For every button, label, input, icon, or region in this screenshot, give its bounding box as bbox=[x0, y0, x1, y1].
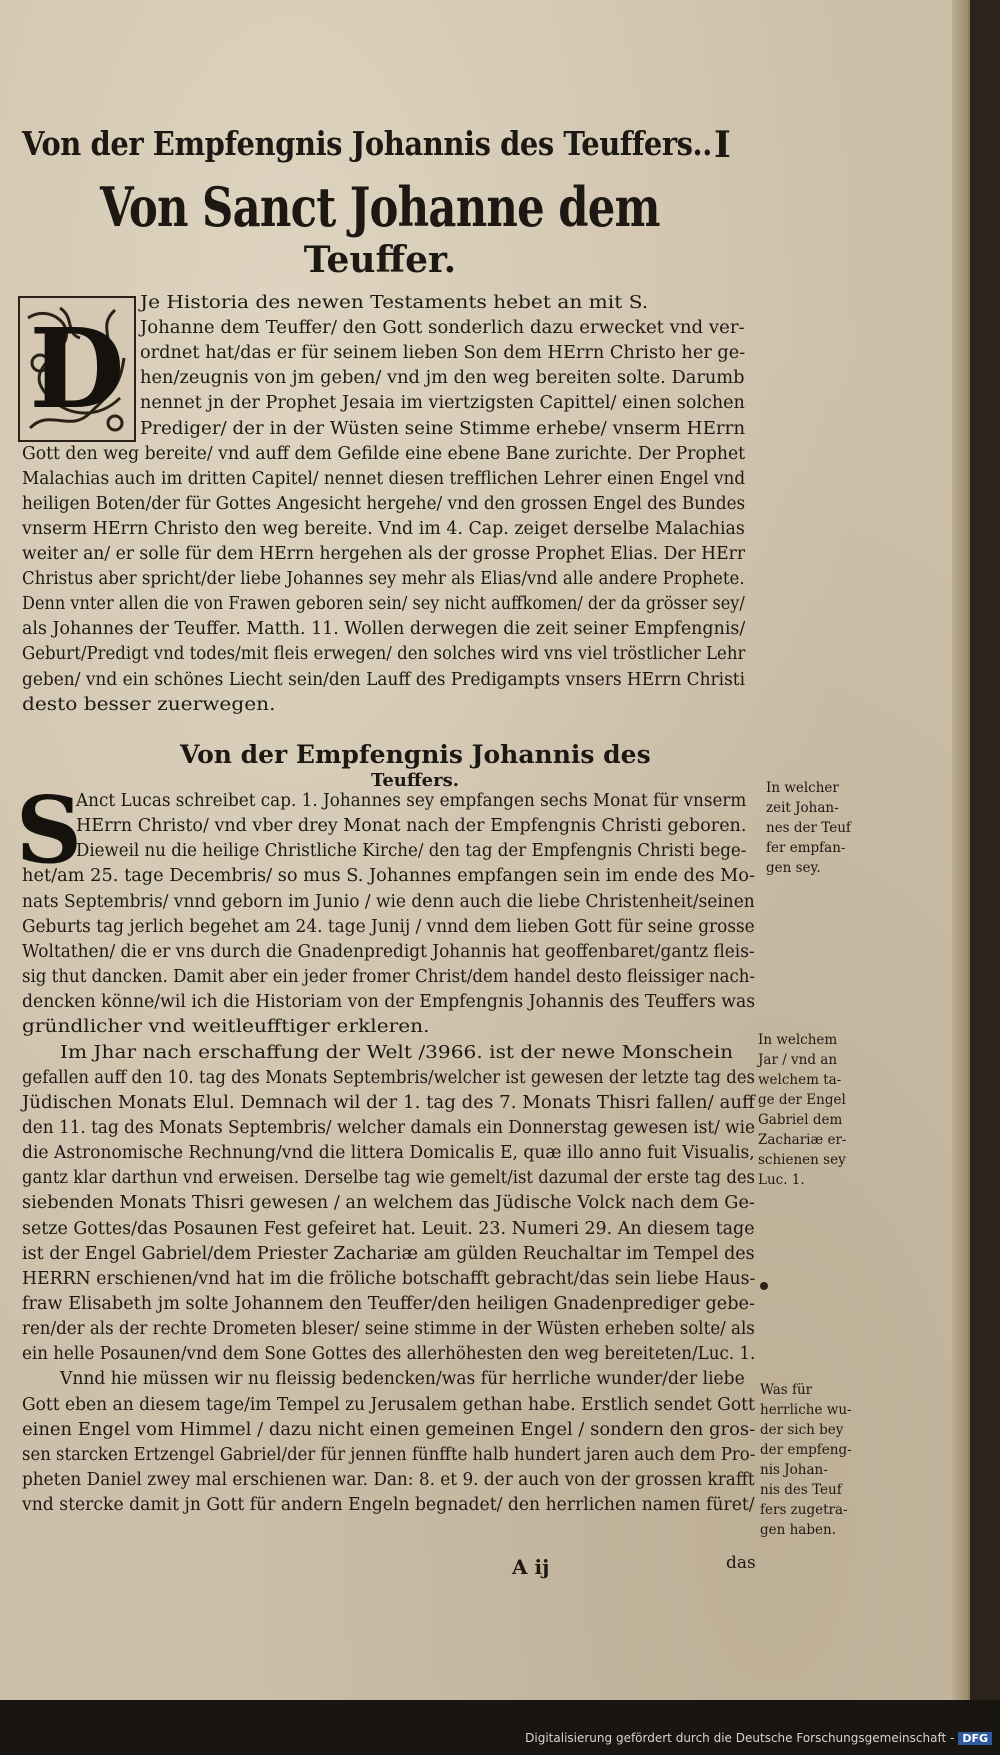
text-line: geben/ vnd ein schönes Liecht sein/den Lauff des Predigampts vnsers HErrn Christi bbox=[22, 669, 746, 690]
marginal-note-line: herrliche wu- bbox=[760, 1402, 852, 1418]
marginal-note-line: Luc. 1. bbox=[758, 1172, 805, 1188]
text-line: Denn vnter allen die von Frawen geboren sein/ sey nicht auffkomen/ der da grösser sey/ bbox=[22, 594, 745, 615]
text-line: Christus aber spricht/der liebe Johannes sey mehr als Elias/vnd alle andere Prophete. bbox=[22, 569, 745, 590]
text-line: Prediger/ der in der Wüsten seine Stimme erhebe/ vnserm HErrn bbox=[140, 418, 746, 439]
marginal-note-line: zeit Johan- bbox=[766, 800, 839, 816]
marginal-note-line: gen haben. bbox=[760, 1522, 836, 1538]
section-heading: Von der Empfengnis Johannis des bbox=[180, 740, 651, 769]
marginal-note-line: Was für bbox=[760, 1382, 813, 1398]
marginal-note-line: fer empfan- bbox=[766, 840, 846, 856]
text-line: siebenden Monats Thisri gewesen / an welchem das Jüdische Volck nach dem Ge- bbox=[22, 1193, 755, 1214]
marginal-note-line: welchem ta- bbox=[758, 1072, 842, 1088]
text-line: desto besser zuerwegen. bbox=[22, 694, 276, 715]
marginal-note-2 bbox=[758, 1030, 847, 1190]
text-line: HERRN erschienen/vnd hat im die fröliche botschafft gebracht/das sein liebe Haus- bbox=[22, 1268, 756, 1289]
text-line: het/am 25. tage Decembris/ so mus S. Johannes empfangen sein im ende des Mo- bbox=[22, 866, 756, 887]
text-line: Geburt/Predigt vnd todes/mit fleis erwegen/ den solches wird vns viel tröstlicher Lehr bbox=[22, 644, 746, 665]
section-heading-line2: Teuffers. bbox=[371, 770, 459, 791]
marginal-note-line: nes der Teuf bbox=[766, 820, 851, 836]
scan-footer bbox=[0, 1700, 1000, 1755]
text-line: Dieweil nu die heilige Christliche Kirche/ den tag der Empfengnis Christi bege- bbox=[76, 841, 747, 862]
text-line: dencken könne/wil ich die Historiam von der Empfengnis Johannis des Teuffers was bbox=[22, 992, 756, 1013]
ink-dot bbox=[760, 1282, 768, 1290]
text-line: sig thut dancken. Damit aber ein jeder fromer Christ/dem handel desto fleissiger nach- bbox=[22, 967, 756, 988]
text-line: den 11. tag des Monats Septembris/ welcher damals ein Donnerstag gewesen ist/ wie bbox=[22, 1117, 755, 1138]
text-line: Woltathen/ die er vns durch die Gnadenpredigt Johannis hat geoffenbaret/gantz fleis- bbox=[22, 941, 755, 962]
marginal-note-line: In welcher bbox=[766, 780, 839, 796]
credit-text: Digitalisierung gefördert durch die Deutsche Forschungsgemeinschaft - bbox=[525, 1731, 955, 1745]
marginal-note-line: gen sey. bbox=[766, 860, 821, 876]
text-line: Vnnd hie müssen wir nu fleissig bedencken/was für herrliche wunder/der liebe bbox=[60, 1369, 745, 1390]
digitization-credit bbox=[525, 1731, 992, 1745]
text-line: setze Gottes/das Posaunen Fest gefeiret hat. Leuit. 23. Numeri 29. An diesem tage bbox=[22, 1218, 755, 1239]
text-line: ordnet hat/das er für seinem lieben Son dem HErrn Christo her ge- bbox=[140, 343, 746, 364]
text-line: hen/zeugnis von jm geben/ vnd jm den weg bereiten solte. Darumb bbox=[140, 368, 745, 389]
running-head: Von der Empfengnis Johannis des Teuffers.. bbox=[22, 124, 712, 163]
marginal-note-3 bbox=[760, 1380, 852, 1540]
marginal-note-line: schienen sey bbox=[758, 1152, 846, 1168]
marginal-note-line: nis Johan- bbox=[760, 1462, 828, 1478]
text-line: einen Engel vom Himmel / dazu nicht einen gemeinen Engel / sondern den gros- bbox=[22, 1419, 756, 1440]
text-line: ist der Engel Gabriel/dem Priester Zachariæ am gülden Reuchaltar im Tempel des bbox=[22, 1243, 755, 1264]
text-line: gefallen auff den 10. tag des Monats Septembris/welcher ist gewesen der letzte tag des bbox=[22, 1067, 755, 1088]
text-line: Anct Lucas schreibet cap. 1. Johannes sey empfangen sechs Monat für vnserm bbox=[76, 791, 747, 811]
marginal-note-line: nis des Teuf bbox=[760, 1482, 842, 1498]
text-line: heiligen Boten/der für Gottes Angesicht hergehe/ vnd den grossen Engel des Bundes bbox=[22, 493, 746, 514]
text-line: pheten Daniel zwey mal erschienen war. Dan: 8. et 9. der auch von der grossen krafft bbox=[22, 1470, 755, 1491]
marginal-note-line: Gabriel dem bbox=[758, 1112, 843, 1128]
text-line: ein helle Posaunen/vnd dem Sone Gottes des allerhöhesten den weg bereiteten/Luc. 1. bbox=[22, 1344, 756, 1365]
chapter-title: Von Sanct Johanne dem bbox=[100, 175, 660, 239]
marginal-note-line: der sich bey bbox=[760, 1422, 844, 1438]
text-line: die Astronomische Rechnung/vnd die littera Domicalis E, quæ illo anno fuit Visualis, bbox=[22, 1143, 755, 1164]
text-line: fraw Elisabeth jm solte Johannem den Teuffer/den heiligen Gnadenprediger gebe- bbox=[22, 1294, 755, 1314]
dfg-logo: DFG bbox=[958, 1732, 992, 1745]
text-line: Je Historia des newen Testaments hebet an mit S. bbox=[140, 293, 649, 313]
marginal-note-line: In welchem bbox=[758, 1032, 838, 1048]
text-line: weiter an/ er solle für dem HErrn hergehen als der grosse Prophet Elias. Der HErr bbox=[22, 544, 746, 564]
text-line: vnd stercke damit jn Gott für andern Engeln begnadet/ den herrlichen namen füret/ bbox=[22, 1495, 755, 1516]
text-line: nennet jn der Prophet Jesaia im viertzigsten Capittel/ einen solchen bbox=[140, 393, 745, 414]
marginal-note-1 bbox=[766, 778, 851, 878]
text-line: gantz klar darthun vnd erweisen. Derselbe tag wie gemelt/ist dazumal der erste tag des bbox=[22, 1168, 755, 1189]
dropcap-letter-s: S bbox=[15, 776, 83, 884]
chapter-title-line2: Teuffer. bbox=[303, 239, 457, 281]
text-line: vnserm HErrn Christo den weg bereite. Vnd im 4. Cap. zeiget derselbe Malachias bbox=[22, 518, 745, 539]
text-line: Geburts tag jerlich begehet am 24. tage Junij / vnnd dem lieben Gott für seine grosse bbox=[22, 916, 755, 937]
text-line: sen starcken Ertzengel Gabriel/der für jennen fünffte halb hundert jaren auch dem Pro- bbox=[22, 1444, 756, 1465]
text-line: als Johannes der Teuffer. Matth. 11. Wollen derwegen die zeit seiner Empfengnis/ bbox=[22, 619, 746, 640]
text-line: HErrn Christo/ vnd vber drey Monat nach der Empfengnis Christi geboren. bbox=[76, 816, 747, 837]
text-line: Gott eben an diesem tage/im Tempel zu Jerusalem gethan habe. Erstlich sendet Gott bbox=[22, 1394, 755, 1415]
ornamental-initial-d bbox=[18, 296, 136, 442]
marginal-note-line: ge der Engel bbox=[758, 1092, 846, 1108]
text-line: Gott den weg bereite/ vnd auff dem Gefilde eine ebene Bane zurichte. Der Prophet bbox=[22, 443, 746, 464]
text-line: Im Jhar nach erschaffung der Welt /3966. ist der newe Monschein bbox=[60, 1042, 734, 1063]
marginal-note-line: Jar / vnd an bbox=[758, 1052, 838, 1068]
signature-mark: A ij bbox=[512, 1555, 550, 1579]
marginal-note-line: fers zugetra- bbox=[760, 1502, 848, 1518]
text-line: gründlicher vnd weitleufftiger erkleren. bbox=[22, 1017, 430, 1038]
page-edge bbox=[952, 0, 968, 1700]
text-line: Malachias auch im dritten Capitel/ nennet diesen trefflichen Lehrer einen Engel vnd bbox=[22, 468, 746, 489]
catchword: das bbox=[726, 1553, 756, 1573]
dropcap-letter: D bbox=[29, 304, 125, 433]
text-line: ren/der als der rechte Drometen bleser/ seine stimme in der Wüsten erheben solte/ als bbox=[22, 1319, 755, 1340]
text-line: nats Septembris/ vnnd geborn im Junio / wie denn auch die liebe Christenheit/seinen bbox=[22, 891, 755, 912]
marginal-note-line: Zachariæ er- bbox=[758, 1132, 847, 1148]
marginal-note-line: der empfeng- bbox=[760, 1442, 852, 1458]
text-line: Johanne dem Teuffer/ den Gott sonderlich dazu erwecket vnd ver- bbox=[140, 318, 745, 339]
text-line: Jüdischen Monats Elul. Demnach wil der 1. tag des 7. Monats Thisri fallen/ auff bbox=[22, 1092, 755, 1113]
folio-number: I bbox=[714, 124, 731, 166]
initial-s bbox=[15, 776, 83, 884]
